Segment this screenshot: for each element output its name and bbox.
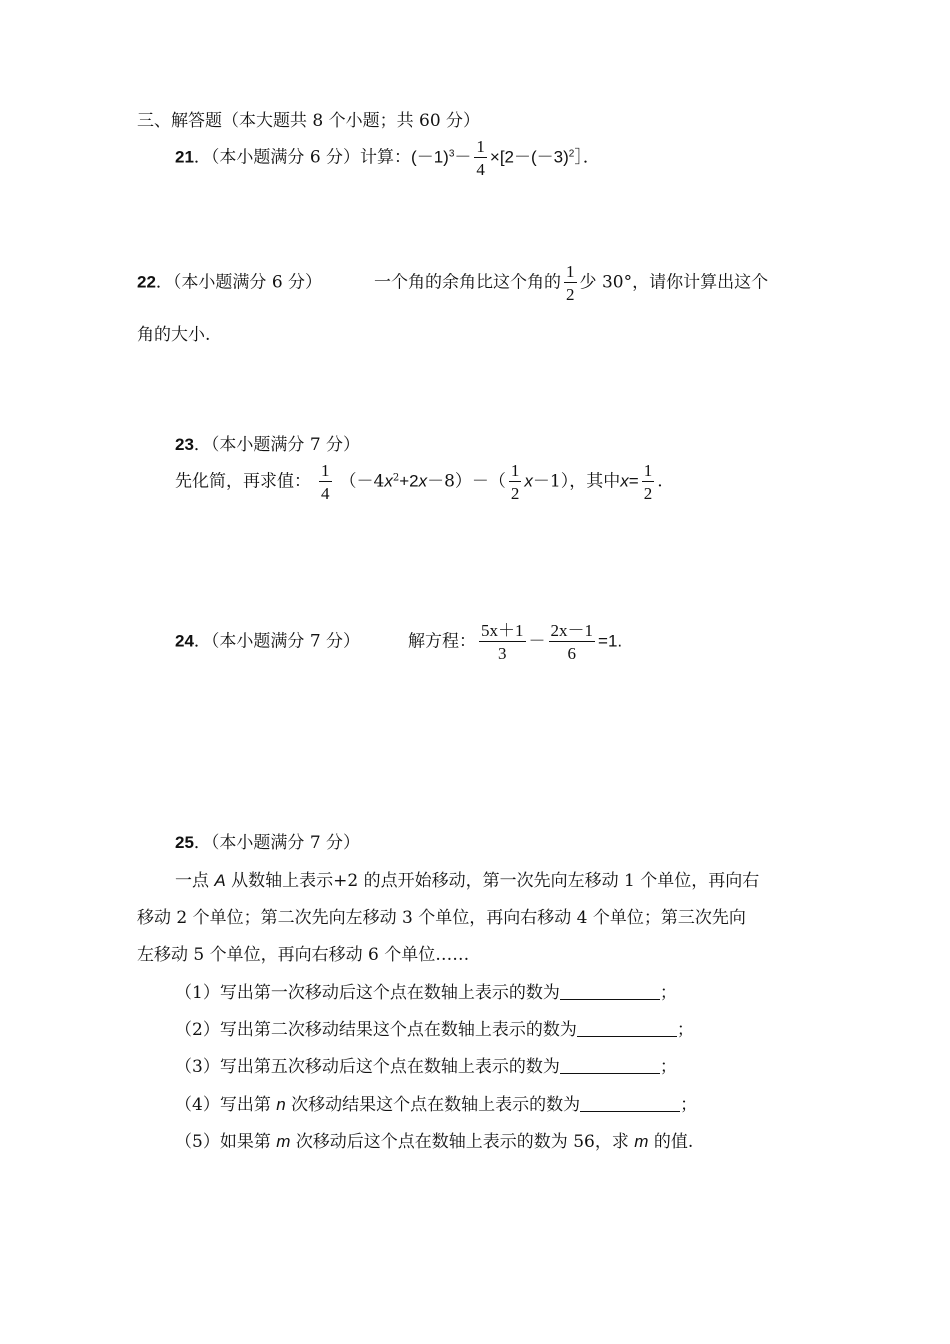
question-24 <box>175 622 622 662</box>
exponent: 2 <box>568 148 575 160</box>
fraction <box>319 462 332 502</box>
question-meta: ．（本小题满分 6 分） <box>155 272 323 293</box>
denominator: 4 <box>321 484 330 503</box>
variable-x: x <box>620 471 629 491</box>
question-text: 一个角的余角比这个角的 <box>374 272 562 293</box>
semicolon: ； <box>676 1020 694 1040</box>
question-meta: ．（本小题满分 6 分）计算： <box>193 147 412 168</box>
sub-question-2 <box>175 1015 694 1040</box>
sub-question-4 <box>175 1090 697 1115</box>
variable-m: m <box>276 1132 291 1151</box>
denominator: 6 <box>567 644 577 663</box>
sub-question-text: （5）如果第 <box>175 1132 271 1152</box>
sub-question-text: 次移动结果这个点在数轴上表示的数为 <box>291 1095 581 1115</box>
numerator: 1 <box>510 461 520 480</box>
question-number: 24 <box>175 631 194 651</box>
expr-part: －8）－（ <box>427 471 506 492</box>
denominator: 3 <box>498 644 507 663</box>
section-heading: 三、解答题（本大题共 8 个小题；共 60 分） <box>137 111 481 131</box>
fraction <box>564 263 577 303</box>
numerator: 1 <box>643 461 653 480</box>
minus-sign: － <box>454 147 472 168</box>
fraction <box>642 462 655 502</box>
semicolon: ； <box>680 1095 698 1115</box>
expr-part: =1. <box>598 631 623 651</box>
equals-sign: = <box>628 471 639 491</box>
question-number: 21 <box>175 147 194 167</box>
question-text: 先化简，再求值： <box>175 471 311 492</box>
exponent: 2 <box>392 472 400 484</box>
question-text: 解方程： <box>408 631 477 652</box>
question-text: 少 30°，请你计算出这个 <box>579 272 769 293</box>
sub-question-text: 次移动后这个点在数轴上表示的数为 56，求 <box>295 1132 629 1152</box>
exponent: 3 <box>448 148 455 160</box>
sub-question-text: （2）写出第二次移动结果这个点在数轴上表示的数为 <box>175 1020 577 1040</box>
variable-x: x <box>384 471 393 491</box>
numerator: 2x－1 <box>550 621 594 640</box>
sub-question-text: （3）写出第五次移动后这个点在数轴上表示的数为 <box>175 1057 560 1077</box>
sub-question-1 <box>175 978 677 1003</box>
expr-part: （－4 <box>339 471 385 492</box>
question-21 <box>175 138 600 178</box>
answer-blank[interactable] <box>560 1057 660 1074</box>
semicolon: ； <box>659 983 677 1003</box>
denominator: 2 <box>643 484 653 503</box>
variable-m: m <box>634 1132 649 1151</box>
semicolon: ； <box>659 1057 677 1077</box>
question-25-line3: 左移动 5 个单位，再向右移动 6 个单位…… <box>137 945 470 965</box>
minus-sign: － <box>528 631 546 652</box>
question-meta: ．（本小题满分 7 分） <box>193 435 361 455</box>
question-number: 23 <box>175 435 194 454</box>
question-25-line1 <box>175 866 759 891</box>
fraction <box>479 622 526 662</box>
numerator: 1 <box>476 137 485 156</box>
question-text: 从数轴上表示+2 的点开始移动，第一次先向左移动 1 个单位，再向右 <box>231 871 760 891</box>
question-23-header <box>175 430 360 455</box>
question-22 <box>137 263 768 303</box>
expr-part: －1），其中 <box>532 471 621 492</box>
period: . <box>657 471 663 492</box>
expr-part: ×[2－(－3) <box>489 147 569 167</box>
question-meta: ．（本小题满分 7 分） <box>193 631 361 652</box>
question-25-header <box>175 828 360 853</box>
question-number: 25 <box>175 833 194 852</box>
denominator: 2 <box>566 285 575 304</box>
expr-part: ］． <box>574 147 600 168</box>
denominator: 4 <box>476 160 485 179</box>
answer-blank[interactable] <box>580 1095 680 1112</box>
sub-question-5 <box>175 1127 693 1152</box>
numerator: 1 <box>321 461 330 480</box>
sub-question-text: 的值. <box>653 1132 694 1152</box>
variable-x: x <box>418 471 428 491</box>
sub-question-text: （1）写出第一次移动后这个点在数轴上表示的数为 <box>175 983 560 1003</box>
answer-blank[interactable] <box>577 1020 677 1037</box>
sub-question-3 <box>175 1052 677 1077</box>
question-23-body <box>175 462 663 502</box>
variable-x: x <box>524 471 533 491</box>
numerator: 5x＋1 <box>481 621 524 640</box>
question-text: 一点 <box>175 871 209 891</box>
expr-part: (－1) <box>411 147 449 167</box>
sub-question-text: （4）写出第 <box>175 1095 271 1115</box>
question-22-cont: 角的大小. <box>137 325 211 345</box>
fraction <box>509 462 522 502</box>
point-label: A <box>214 871 226 890</box>
numerator: 1 <box>566 262 575 281</box>
question-meta: ．（本小题满分 7 分） <box>193 833 361 853</box>
expr-part: +2 <box>399 471 419 491</box>
fraction <box>549 622 596 662</box>
question-number: 22 <box>137 272 156 292</box>
variable-n: n <box>276 1095 286 1114</box>
answer-blank[interactable] <box>560 983 660 1000</box>
denominator: 2 <box>510 484 520 503</box>
fraction <box>474 138 487 178</box>
question-25-line2: 移动 2 个单位；第二次先向左移动 3 个单位，再向右移动 4 个单位；第三次先向 <box>137 908 746 928</box>
